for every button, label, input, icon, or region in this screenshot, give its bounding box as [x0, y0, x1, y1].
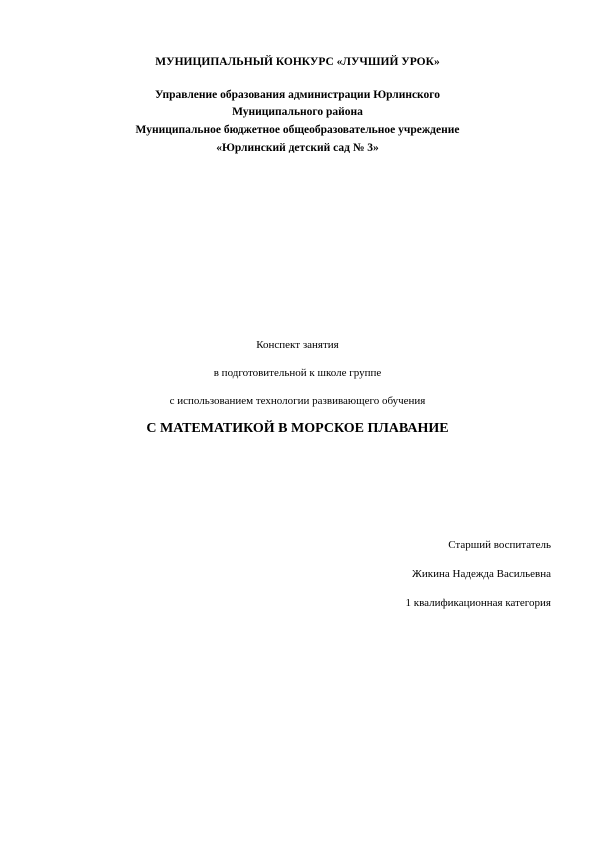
- author-category: 1 квалификационная категория: [405, 597, 551, 609]
- lesson-technology: с использованием технологии развивающего обучения: [169, 395, 426, 407]
- lesson-group: в подготовительной к школе группе: [213, 367, 382, 379]
- author-name: Жикина Надежда Васильевна: [412, 568, 551, 580]
- lesson-title: С МАТЕМАТИКОЙ В МОРСКОЕ ПЛАВАНИЕ: [146, 421, 449, 436]
- organization-line: Муниципального района: [232, 106, 363, 118]
- organization-line: «Юрлинский детский сад № 3»: [216, 142, 379, 154]
- organization-line: Управление образования администрации Юрлинского: [155, 89, 440, 101]
- lesson-type: Конспект занятия: [256, 339, 339, 351]
- organization-line: Муниципальное бюджетное общеобразовательное учреждение: [135, 124, 460, 136]
- contest-title: МУНИЦИПАЛЬНЫЙ КОНКУРС «ЛУЧШИЙ УРОК»: [155, 56, 440, 68]
- author-position: Старший воспитатель: [448, 539, 551, 551]
